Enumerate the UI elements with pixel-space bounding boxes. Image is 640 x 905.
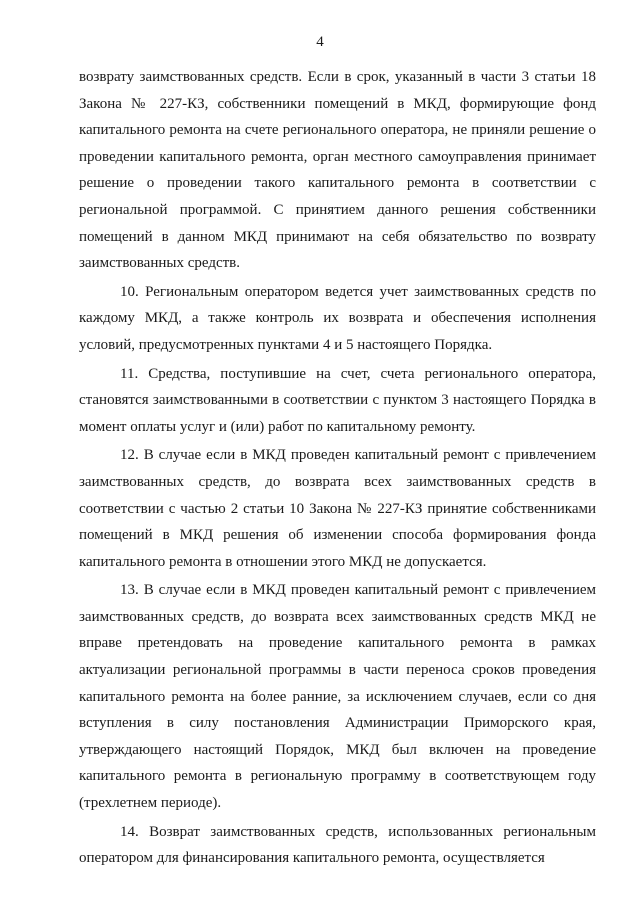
paragraph-14: 14. Возврат заимствованных средств, использованных региональным оператором для финансирования капитального ремонта, осуществляется: [79, 823, 596, 867]
paragraph-11: 11. Средства, поступившие на счет, счета регионального оператора, становятся заимствованными в соответствии с пунктом 3 настоящего Порядка в момент оплаты услуг и (или) работ по капитальному ремонту.: [79, 365, 596, 435]
paragraph-continuation: возврату заимствованных средств. Если в срок, указанный в части 3 статьи 18 Закона № 227-КЗ, собственники помещений в МКД, формирующие фонд капитального ремонта на счете регионального оператора, не приняли решение о проведении капитального ремонта, орган местного самоуправления принимает решение о проведении такого капитального ремонта в соответствии с региональной программой. С принятием данного решения собственники помещений в данном МКД принимают на себя обязательство по возврату заимствованных средств.: [79, 69, 596, 272]
paragraph-12: 12. В случае если в МКД проведен капитальный ремонт с привлечением заимствованных средств, до возврата всех заимствованных средств в соответствии с частью 2 статьи 10 Закона № 227-КЗ принятие собственниками помещений в МКД решения об изменении способа формирования фонда капитального ремонта в отношении этого МКД не допускается.: [79, 447, 596, 570]
paragraph-10: 10. Региональным оператором ведется учет заимствованных средств по каждому МКД, а также контроль их возврата и обеспечения исполнения условий, предусмотренных пунктами 4 и 5 настоящего Порядка.: [79, 283, 596, 353]
paragraph-13: 13. В случае если в МКД проведен капитальный ремонт с привлечением заимствованных средств, до возврата всех заимствованных средств МКД не вправе претендовать на проведение капитального ремонта в рамках актуализации региональной программы в части переноса сроков проведения капитального ремонта на более ранние, за исключением случаев, если со дня вступления в силу постановления Администрации Приморского края, утверждающего настоящий Порядок, МКД был включен на проведение капитального ремонта в региональную программу в соответствующем году (трехлетнем периоде).: [79, 582, 596, 812]
document-body: [79, 64, 596, 872]
page-number: 4: [316, 34, 324, 50]
